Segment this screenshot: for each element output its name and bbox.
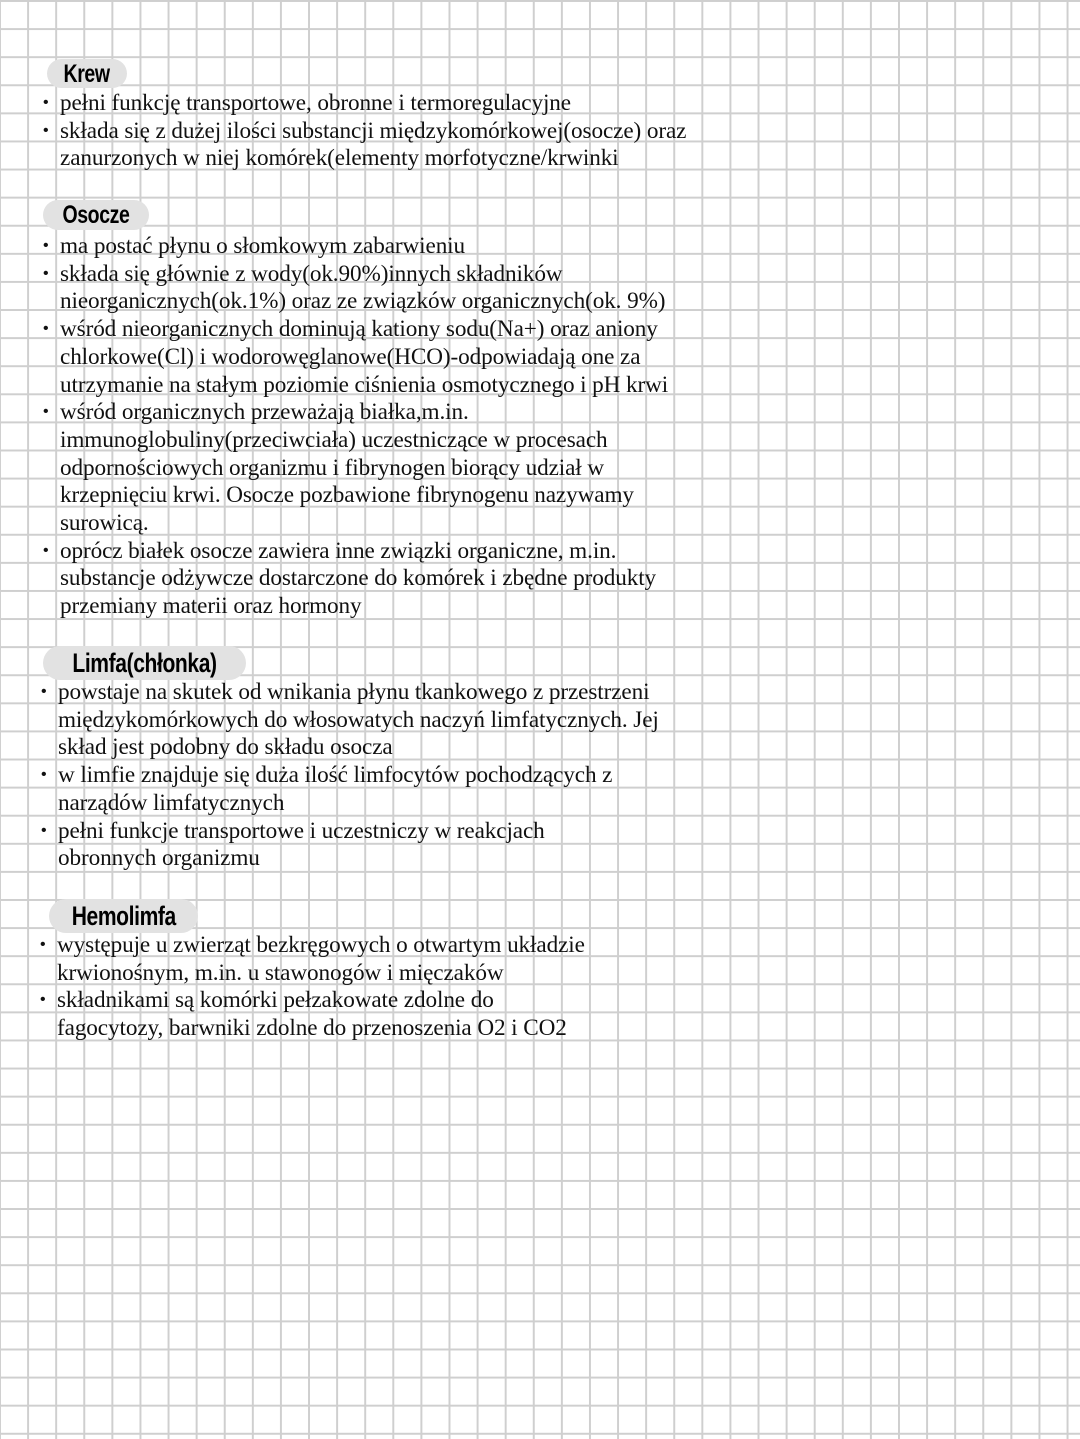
list-item [40, 987, 585, 1042]
list-item-line: w limfie znajduje się duża ilość limfocytów pochodzących z [58, 762, 613, 789]
bullet-list-osocze [43, 233, 668, 621]
list-item-line: skład jest podobny do składu osocza [58, 734, 393, 761]
list-item-line: narządów limfatycznych [58, 789, 285, 816]
bullet-icon: • [41, 821, 47, 839]
bullet-list-hemolimfa [40, 932, 585, 1043]
list-item-line: składa się głównie z wody(ok.90%)innych składników [60, 260, 563, 287]
list-item [43, 233, 668, 261]
list-item-line: składa się z dużej ilości substancji międzykomórkowej(osocze) oraz [60, 117, 687, 144]
list-item-line: substancje odżywcze dostarczone do komórek i zbędne produkty [60, 565, 657, 592]
list-item-line: chlorkowe(Cl) i wodorowęglanowe(HCO)-odpowiadają one za [60, 343, 641, 370]
heading-osocze [43, 200, 149, 230]
bullet-icon: • [43, 237, 49, 254]
list-item-line: fagocytozy, barwniki zdolne do przenoszenia O2 i CO2 [57, 1015, 567, 1042]
list-item-line: składnikami są komórki pełzakowate zdolne do [57, 987, 494, 1014]
list-item [41, 818, 659, 873]
list-item [43, 399, 668, 538]
list-item-line: surowicą. [60, 510, 149, 537]
bullet-icon: • [40, 936, 46, 953]
bullet-icon: • [41, 766, 47, 784]
list-item [40, 932, 585, 987]
bullet-icon: • [43, 320, 49, 338]
heading-limfa-text: Limfa(chłonka) [72, 648, 217, 678]
list-item-line: przemiany materii oraz hormony [60, 593, 362, 620]
bullet-icon: • [43, 121, 49, 139]
bullet-list-limfa [41, 679, 659, 873]
list-item-line: ma postać płynu o słomkowym zabarwieniu [60, 233, 466, 259]
list-item [43, 538, 668, 621]
heading-limfa [43, 646, 246, 680]
list-item-line: krzepnięciu krwi. Osocze pozbawione fibrynogenu nazywamy [60, 482, 634, 509]
list-item-line: obronnych organizmu [58, 845, 260, 872]
list-item-line: oprócz białek osocze zawiera inne związki organiczne, m.in. [60, 537, 617, 564]
list-item-line: pełni funkcję transportowe, obronne i termoregulacyjne [60, 90, 571, 116]
list-item-line: zanurzonych w niej komórek(elementy morfotyczne/krwinki [60, 145, 619, 172]
bullet-icon: • [43, 94, 49, 111]
list-item [43, 316, 668, 399]
list-item-line: utrzymanie na stałym poziomie ciśnienia osmotycznego i pH krwi [60, 371, 669, 398]
bullet-icon: • [43, 264, 49, 282]
list-item-line: immunoglobuliny(przeciwciała) uczestniczące w procesach [60, 426, 608, 453]
bullet-icon: • [40, 991, 46, 1009]
list-item-line: krwionośnym, m.in. u stawonogów i mięczaków [57, 959, 504, 986]
list-item [43, 118, 686, 173]
list-item-line: wśród nieorganicznych dominują kationy sodu(Na+) oraz aniony [60, 316, 658, 343]
bullet-icon: • [43, 541, 49, 559]
heading-krew-text: Krew [63, 59, 111, 88]
heading-osocze-text: Osocze [62, 201, 130, 229]
list-item-line: międzykomórkowych do włosowatych naczyń limfatycznych. Jej [58, 706, 659, 733]
list-item-line: pełni funkcje transportowe i uczestniczy w reakcjach [58, 817, 545, 844]
bullet-icon: • [41, 683, 47, 700]
bullet-icon: • [43, 403, 49, 421]
list-item-line: wśród organicznych przeważają białka,m.in. [60, 399, 469, 426]
list-item [41, 762, 659, 817]
list-item [43, 261, 668, 316]
list-item-line: nieorganicznych(ok.1%) oraz ze związków organicznych(ok. 9%) [60, 288, 666, 315]
list-item-line: powstaje na skutek od wnikania płynu tkankowego z przestrzeni [58, 679, 650, 705]
heading-krew [47, 59, 127, 88]
list-item-line: odpornościowych organizmu i fibrynogen biorący udział w [60, 454, 604, 481]
heading-hemolimfa-text: Hemolimfa [71, 901, 176, 931]
heading-hemolimfa [49, 899, 198, 933]
list-item-line: występuje u zwierząt bezkręgowych o otwartym układzie [57, 932, 585, 958]
list-item [43, 90, 686, 118]
list-item [41, 679, 659, 762]
bullet-list-krew [43, 90, 686, 173]
